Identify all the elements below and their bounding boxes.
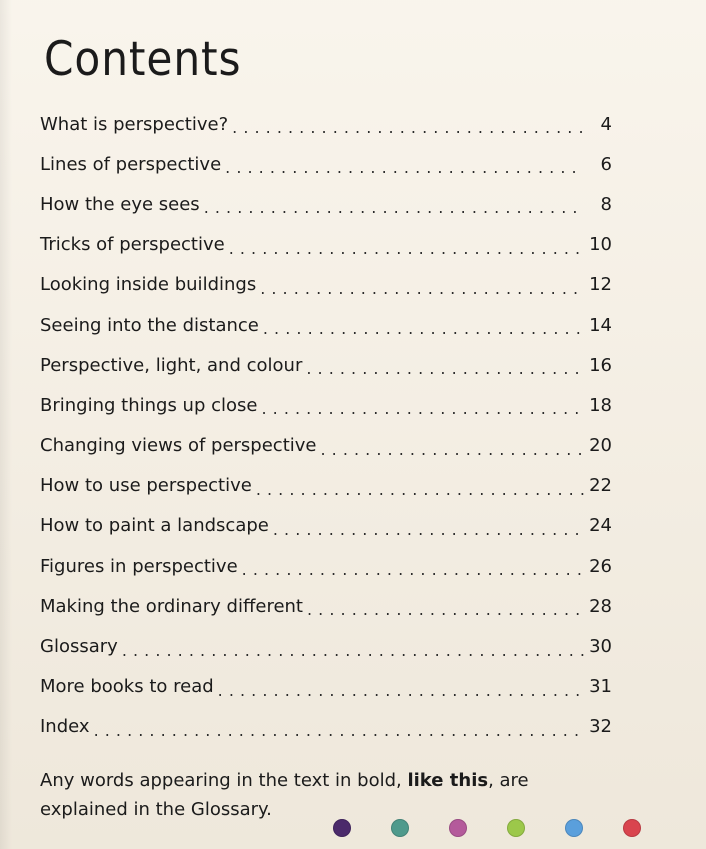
dot-leader xyxy=(122,641,584,659)
toc-entry-page: 31 xyxy=(589,676,612,698)
dot-leader xyxy=(261,399,584,417)
blue-dot xyxy=(565,819,583,837)
toc-entry[interactable] xyxy=(40,184,612,224)
dot-leader xyxy=(229,239,584,257)
toc-entry-page: 6 xyxy=(600,153,612,175)
toc-entry-label: How the eye sees xyxy=(40,193,200,215)
table-of-contents xyxy=(40,104,612,747)
toc-entry-page: 8 xyxy=(600,193,612,215)
note-prefix: Any words appearing in the text in bold, xyxy=(40,770,408,791)
toc-entry-label: How to use perspective xyxy=(40,475,252,497)
dot-leader xyxy=(218,681,584,699)
green-dot xyxy=(507,819,525,837)
teal-dot xyxy=(391,819,409,837)
dot-leader xyxy=(263,319,584,337)
dot-leader xyxy=(232,118,584,136)
toc-entry-label: Making the ordinary different xyxy=(40,595,303,617)
toc-entry-page: 28 xyxy=(589,595,612,617)
dot-leader xyxy=(260,279,584,297)
toc-entry-label: Seeing into the distance xyxy=(40,314,259,336)
toc-entry[interactable] xyxy=(40,144,612,184)
toc-entry-label: Changing views of perspective xyxy=(40,435,317,457)
toc-entry-page: 4 xyxy=(600,113,612,135)
dot-leader xyxy=(320,440,584,458)
dot-leader xyxy=(256,480,584,498)
toc-entry[interactable] xyxy=(40,707,612,747)
toc-entry[interactable] xyxy=(40,506,612,546)
toc-entry-label: How to paint a landscape xyxy=(40,515,269,537)
toc-entry[interactable] xyxy=(40,345,612,385)
toc-entry[interactable] xyxy=(40,586,612,626)
toc-entry-label: Glossary xyxy=(40,636,118,658)
toc-entry-page: 10 xyxy=(589,234,612,256)
dot-leader xyxy=(306,359,584,377)
toc-entry[interactable] xyxy=(40,104,612,144)
dot-leader xyxy=(94,721,584,739)
dot-leader xyxy=(242,560,584,578)
toc-entry-label: Lines of perspective xyxy=(40,153,222,175)
toc-entry-page: 22 xyxy=(589,475,612,497)
toc-entry-label: Bringing things up close xyxy=(40,394,258,416)
toc-entry[interactable] xyxy=(40,466,612,506)
toc-entry-page: 30 xyxy=(589,636,612,658)
red-dot xyxy=(623,819,641,837)
dot-leader xyxy=(204,198,584,216)
toc-entry-label: More books to read xyxy=(40,676,214,698)
toc-entry[interactable] xyxy=(40,667,612,707)
toc-entry-label: Figures in perspective xyxy=(40,555,238,577)
toc-entry-page: 20 xyxy=(589,435,612,457)
toc-entry-page: 24 xyxy=(589,515,612,537)
toc-entry-label: What is perspective? xyxy=(40,113,229,135)
toc-entry[interactable] xyxy=(40,626,612,666)
dot-leader xyxy=(225,158,584,176)
toc-entry[interactable] xyxy=(40,385,612,425)
toc-entry-label: Tricks of perspective xyxy=(40,234,225,256)
toc-entry[interactable] xyxy=(40,305,612,345)
toc-entry-label: Looking inside buildings xyxy=(40,274,257,296)
page-title: Contents xyxy=(44,32,242,87)
toc-entry-label: Perspective, light, and colour xyxy=(40,354,303,376)
purple-dot xyxy=(333,819,351,837)
toc-entry-page: 32 xyxy=(589,716,612,738)
toc-entry-page: 18 xyxy=(589,394,612,416)
toc-entry[interactable] xyxy=(40,426,612,466)
toc-entry[interactable] xyxy=(40,265,612,305)
toc-entry-page: 26 xyxy=(589,555,612,577)
color-dots xyxy=(333,819,641,837)
bold-example: like this xyxy=(407,770,489,791)
magenta-dot xyxy=(449,819,467,837)
dot-leader xyxy=(307,600,584,618)
toc-entry[interactable] xyxy=(40,546,612,586)
glossary-note xyxy=(40,766,600,824)
note-suffix: , are explained in the Glossary. xyxy=(40,770,529,820)
dot-leader xyxy=(273,520,584,538)
toc-entry-page: 12 xyxy=(589,274,612,296)
toc-entry-page: 16 xyxy=(589,354,612,376)
toc-entry-page: 14 xyxy=(589,314,612,336)
toc-entry-label: Index xyxy=(40,716,90,738)
toc-entry[interactable] xyxy=(40,225,612,265)
